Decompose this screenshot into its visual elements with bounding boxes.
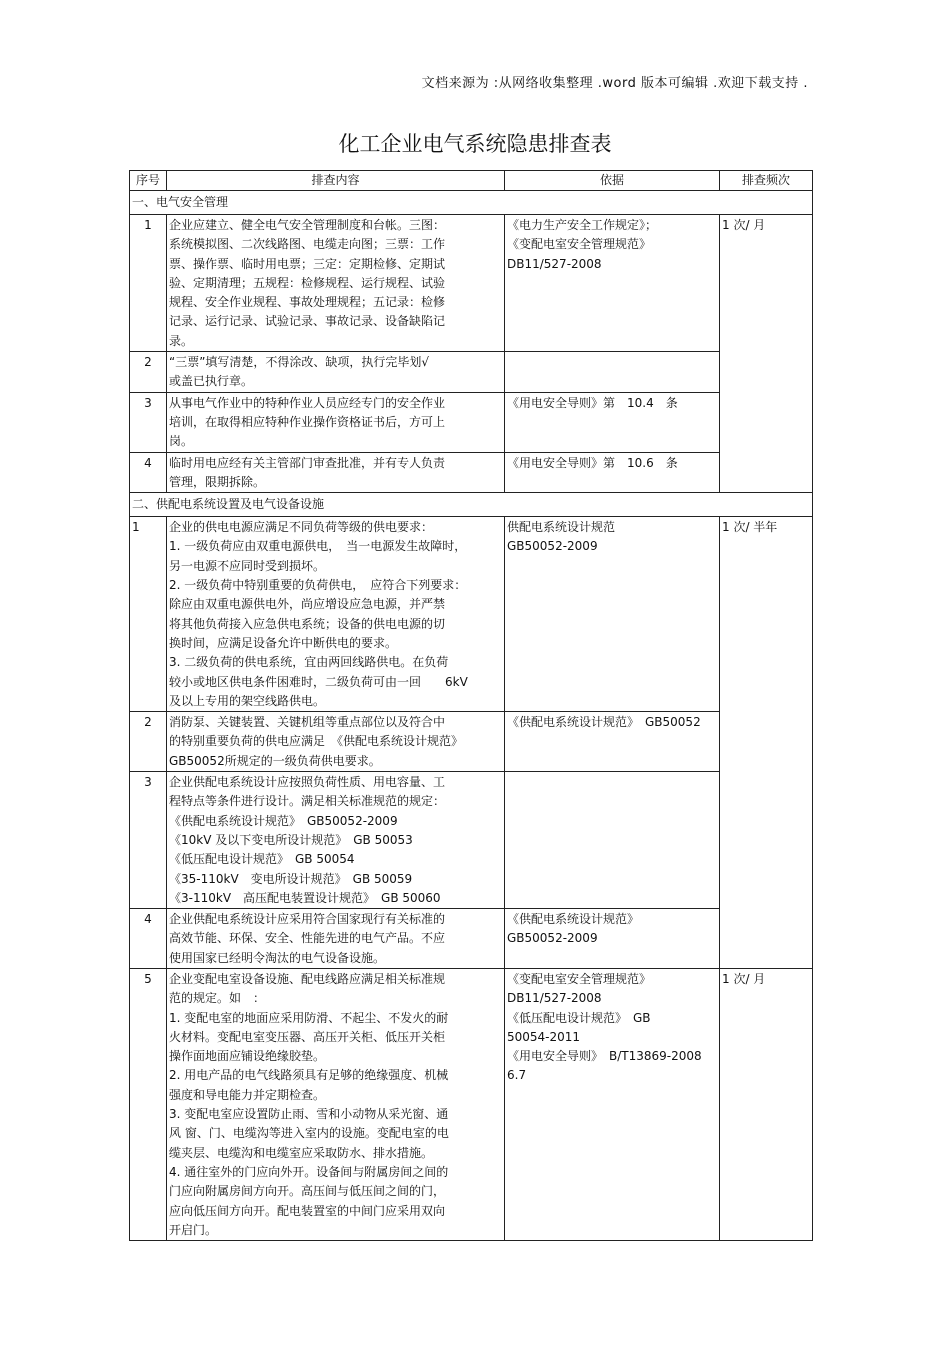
row-number: 4 [130, 452, 167, 493]
cell-text-line: 企业供配电系统设计应采用符合国家现行有关标准的 [169, 912, 446, 927]
cell-text-line: 将其他负荷接入应急供电系统；设备的供电电源的切 [169, 616, 446, 631]
row-number: 2 [130, 712, 167, 772]
table-row [130, 968, 813, 1240]
table-header-row [130, 171, 813, 191]
row-number: 4 [130, 909, 167, 969]
row-content [167, 712, 505, 772]
cell-text-line: 门应向附属房间方向开。高压间与低压间之间的门， [169, 1184, 446, 1199]
cell-text-line: 企业变配电室设备设施、配电线路应满足相关标准规 [169, 971, 446, 986]
cell-text-line: 及以上专用的架空线路供电。 [169, 693, 326, 708]
cell-text-line: 《供配电系统设计规范》 [507, 912, 640, 927]
cell-text-line: 《3-110kV 高压配电装置设计规范》 GB 50060 [169, 890, 441, 905]
cell-text-line: GB50052-2009 [507, 539, 598, 554]
cell-text-line: 供配电系统设计规范 [507, 520, 616, 535]
cell-text-line: 系统模拟图、二次线路图、电缆走向图；三票：工作 [169, 237, 446, 252]
section-row [130, 493, 813, 517]
row-basis [505, 909, 720, 969]
cell-text-line: GB50052所规定的一级负荷供电要求。 [169, 753, 381, 768]
row-basis [505, 517, 720, 712]
row-basis [505, 712, 720, 772]
cell-text-line: 2. 一级负荷中特别重要的负荷供电， 应符合下列要求： [169, 578, 467, 593]
row-content [167, 772, 505, 909]
row-frequency: 1 次/ 半年 [720, 517, 813, 969]
cell-text-line: 6.7 [507, 1068, 527, 1083]
row-number: 3 [130, 392, 167, 452]
table-row [130, 392, 813, 452]
row-content [167, 352, 505, 393]
row-content [167, 215, 505, 352]
header-content: 排查内容 [167, 171, 505, 191]
cell-text-line: 3. 变配电室应设置防止雨、雪和小动物从采光窗、通 [169, 1107, 449, 1122]
cell-text-line: 强度和导电能力并定期检查。 [169, 1087, 326, 1102]
table-row [130, 517, 813, 712]
cell-text-line: 操作面地面应铺设绝缘胶垫。 [169, 1049, 326, 1064]
cell-text-line: 临时用电应经有关主管部门审查批准，并有专人负责 [169, 455, 446, 470]
cell-text-line: 另一电源不应同时受到损坏。 [169, 558, 326, 573]
cell-text-line: 应向低压间方向开。配电装置室的中间门应采用双向 [169, 1203, 446, 1218]
document-title: 化工企业电气系统隐患排查表 [338, 132, 612, 156]
cell-text-line: 火材料。变配电室变压器、高压开关柜、低压开关柜 [169, 1029, 446, 1044]
cell-text-line: 企业应建立、健全电气安全管理制度和台帐。三图： [169, 218, 446, 232]
row-basis [505, 452, 720, 493]
cell-text-line: 管理，限期拆除。 [169, 474, 266, 489]
row-content [167, 452, 505, 493]
cell-text-line: 程特点等条件进行设计。满足相关标准规范的规定： [169, 794, 446, 809]
cell-text-line: 《用电安全导则》 B/T13869-2008 [507, 1049, 702, 1064]
table-row [130, 712, 813, 772]
cell-text-line: 培训，在取得相应特种作业操作资格证书后，方可上 [169, 414, 446, 429]
cell-text-line: 50054-2011 [507, 1029, 581, 1044]
cell-text-line: 除应由双重电源供电外，尚应增设应急电源，并严禁 [169, 597, 446, 612]
cell-text-line: 范的规定。如 ： [169, 991, 266, 1006]
cell-text-line: 录。 [169, 333, 194, 348]
cell-text-line: 较小或地区供电条件困难时，二级负荷可由一回 6kV [169, 674, 468, 689]
row-frequency: 1 次/ 月 [720, 215, 813, 493]
cell-text-line: DB11/527-2008 [507, 991, 602, 1006]
cell-text-line: 4. 通往室外的门应向外开。设备间与附属房间之间的 [169, 1164, 449, 1179]
cell-text-line: 记录、运行记录、试验记录、事故记录、设备缺陷记 [169, 314, 446, 329]
row-basis [505, 772, 720, 909]
row-basis [505, 968, 720, 1240]
table-row [130, 772, 813, 909]
cell-text-line: 《电力生产安全工作规定》； [507, 218, 658, 232]
cell-text-line: 1. 一级负荷应由双重电源供电， 当一电源发生故障时， [169, 539, 467, 554]
cell-text-line: 消防泵、关键装置、关键机组等重点部位以及符合中 [169, 715, 446, 730]
row-content [167, 392, 505, 452]
cell-text-line: DB11/527-2008 [507, 256, 602, 271]
cell-text-line: 规程、安全作业规程、事故处理规程；五记录：检修 [169, 295, 446, 310]
cell-text-line: 3. 二级负荷的供电系统，宜由两回线路供电。在负荷 [169, 655, 449, 670]
row-content [167, 909, 505, 969]
cell-text-line: 《变配电室安全管理规范》 [507, 237, 652, 252]
cell-text-line: 缆夹层、电缆沟和电缆室应采取防水、排水措施。 [169, 1145, 434, 1160]
cell-text-line: 2. 用电产品的电气线路须具有足够的绝缘强度、机械 [169, 1068, 449, 1083]
cell-text-line: 验、定期清理；五规程：检修规程、运行规程、试验 [169, 275, 446, 290]
table-row [130, 352, 813, 393]
cell-text-line: 1. 变配电室的地面应采用防滑、不起尘、不发火的耐 [169, 1010, 449, 1025]
cell-text-line: 开启门。 [169, 1222, 218, 1237]
row-basis [505, 215, 720, 352]
cell-text-line: 换时间，应满足设备允许中断供电的要求。 [169, 635, 398, 650]
cell-text-line: 风 窗、门、电缆沟等进入室内的设施。变配电室的电 [169, 1126, 449, 1141]
row-number: 5 [130, 968, 167, 1240]
row-content [167, 517, 505, 712]
row-basis [505, 352, 720, 393]
section-title: 一、电气安全管理 [130, 191, 813, 215]
header-frequency: 排查频次 [720, 171, 813, 191]
inspection-table [129, 170, 813, 1241]
cell-text-line: 《用电安全导则》第 10.4 条 [507, 395, 678, 410]
table-row [130, 452, 813, 493]
header-basis: 依据 [505, 171, 720, 191]
table-row [130, 215, 813, 352]
cell-text-line: “三票”填写清楚，不得涂改、缺项，执行完毕划√ [169, 355, 430, 370]
row-content [167, 968, 505, 1240]
cell-text-line: 高效节能、环保、安全、性能先进的电气产品。不应 [169, 931, 446, 946]
cell-text-line: 企业供配电系统设计应按照负荷性质、用电容量、工 [169, 775, 446, 790]
cell-text-line: 从事电气作业中的特种作业人员应经专门的安全作业 [169, 395, 446, 410]
header-no: 序号 [130, 171, 167, 191]
cell-text-line: 《低压配电设计规范》 GB 50054 [169, 852, 355, 867]
cell-text-line: 《用电安全导则》第 10.6 条 [507, 455, 678, 470]
row-frequency: 1 次/ 月 [720, 968, 813, 1240]
row-number: 1 [130, 215, 167, 352]
row-number: 3 [130, 772, 167, 909]
cell-text-line: 企业的供电电源应满足不同负荷等级的供电要求： [169, 520, 434, 535]
cell-text-line: 《供配电系统设计规范》 GB50052 [507, 715, 701, 730]
cell-text-line: GB50052-2009 [507, 931, 598, 946]
row-basis [505, 392, 720, 452]
cell-text-line: 使用国家已经明令淘汰的电气设备设施。 [169, 950, 386, 965]
header-note: 文档来源为 :从网络收集整理 .word 版本可编辑 .欢迎下载支持 . [421, 76, 808, 91]
cell-text-line: 《35-110kV 变电所设计规范》 GB 50059 [169, 871, 413, 886]
cell-text-line: 《供配电系统设计规范》 GB50052-2009 [169, 813, 398, 828]
cell-text-line: 《低压配电设计规范》 GB [507, 1010, 651, 1025]
cell-text-line: 票、操作票、临时用电票；三定：定期检修、定期试 [169, 256, 446, 271]
table-row [130, 909, 813, 969]
cell-text-line: 《10kV 及以下变电所设计规范》 GB 50053 [169, 832, 413, 847]
cell-text-line: 或盖已执行章。 [169, 374, 254, 389]
row-number: 2 [130, 352, 167, 393]
cell-text-line: 《变配电室安全管理规范》 [507, 971, 652, 986]
cell-text-line: 的特别重要负荷的供电应满足 《供配电系统设计规范》 [169, 734, 464, 749]
cell-text-line: 岗。 [169, 434, 194, 449]
section-title: 二、供配电系统设置及电气设备设施 [130, 493, 813, 517]
row-number: 1 [130, 517, 167, 712]
section-row [130, 191, 813, 215]
